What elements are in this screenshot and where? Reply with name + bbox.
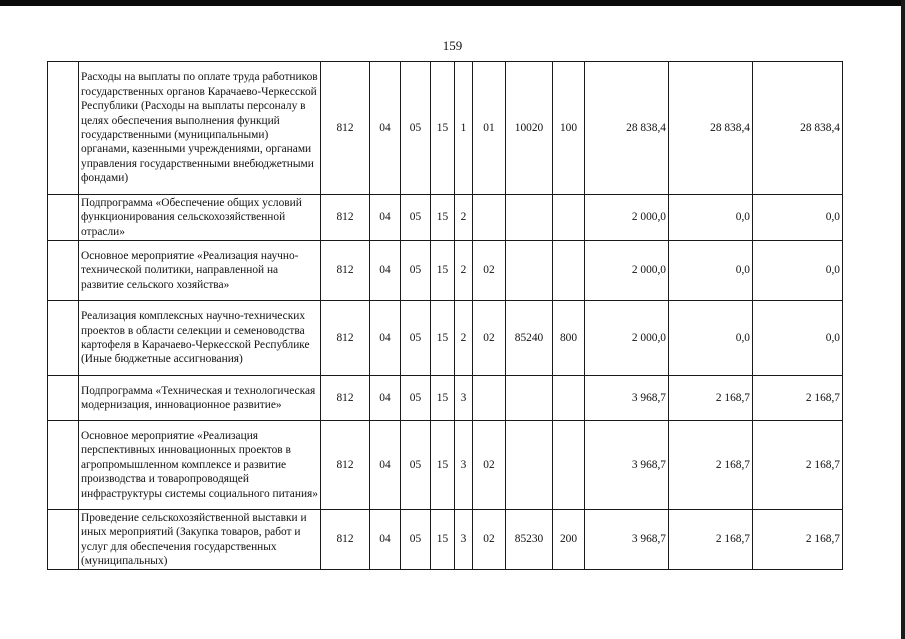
amount-cell: 3 968,7 [585, 510, 669, 570]
code-cell: 05 [401, 195, 431, 241]
amount-cell: 0,0 [669, 301, 753, 376]
blank-cell [48, 421, 79, 510]
amount-cell: 0,0 [753, 301, 843, 376]
amount-cell: 2 168,7 [753, 421, 843, 510]
code-cell: 05 [401, 301, 431, 376]
blank-cell [48, 510, 79, 570]
code-cell: 04 [370, 241, 401, 301]
amount-cell: 3 968,7 [585, 376, 669, 421]
code-cell: 05 [401, 421, 431, 510]
amount-cell: 0,0 [669, 241, 753, 301]
code-cell: 04 [370, 62, 401, 195]
code-cell: 15 [431, 62, 455, 195]
blank-cell [48, 376, 79, 421]
table-row [48, 62, 843, 195]
code-cell: 2 [455, 195, 473, 241]
code-cell: 05 [401, 241, 431, 301]
amount-cell: 28 838,4 [753, 62, 843, 195]
code-cell [473, 376, 506, 421]
row-name: Основное мероприятие «Реализация перспективных инновационных проектов в агропромышленном комплексе и развитие производства и товаропроводящей инфраструктуры системы социального питания» [79, 421, 321, 510]
code-cell: 04 [370, 376, 401, 421]
amount-cell: 3 968,7 [585, 421, 669, 510]
code-cell: 812 [321, 376, 370, 421]
row-name: Реализация комплексных научно-технических проектов в области селекции и семеноводства картофеля в Карачаево-Черкесской Республике (Иные бюджетные ассигнования) [79, 301, 321, 376]
table-row [48, 376, 843, 421]
table-row [48, 241, 843, 301]
code-cell: 04 [370, 510, 401, 570]
code-cell: 812 [321, 510, 370, 570]
code-cell [553, 421, 585, 510]
row-name: Основное мероприятие «Реализация научно-технической политики, направленной на развитие сельского хозяйства» [79, 241, 321, 301]
code-cell [506, 376, 553, 421]
code-cell: 05 [401, 510, 431, 570]
amount-cell: 2 000,0 [585, 301, 669, 376]
code-cell [553, 376, 585, 421]
row-name: Подпрограмма «Техническая и технологическая модернизация, инновационное развитие» [79, 376, 321, 421]
code-cell: 800 [553, 301, 585, 376]
code-cell: 812 [321, 241, 370, 301]
code-cell: 15 [431, 510, 455, 570]
code-cell: 02 [473, 241, 506, 301]
code-cell: 100 [553, 62, 585, 195]
code-cell: 85230 [506, 510, 553, 570]
code-cell: 812 [321, 421, 370, 510]
blank-cell [48, 241, 79, 301]
blank-cell [48, 195, 79, 241]
code-cell: 15 [431, 195, 455, 241]
code-cell: 04 [370, 195, 401, 241]
row-name: Подпрограмма «Обеспечение общих условий функционирования сельскохозяйственной отрасли» [79, 195, 321, 241]
code-cell: 15 [431, 376, 455, 421]
amount-cell: 28 838,4 [669, 62, 753, 195]
amount-cell: 0,0 [753, 241, 843, 301]
code-cell: 05 [401, 376, 431, 421]
code-cell: 812 [321, 195, 370, 241]
code-cell: 15 [431, 241, 455, 301]
code-cell: 812 [321, 301, 370, 376]
code-cell [473, 195, 506, 241]
code-cell: 3 [455, 421, 473, 510]
amount-cell: 2 000,0 [585, 195, 669, 241]
blank-cell [48, 62, 79, 195]
code-cell: 02 [473, 301, 506, 376]
code-cell: 04 [370, 421, 401, 510]
code-cell [553, 195, 585, 241]
code-cell: 2 [455, 301, 473, 376]
code-cell: 85240 [506, 301, 553, 376]
code-cell: 200 [553, 510, 585, 570]
code-cell: 812 [321, 62, 370, 195]
amount-cell: 2 168,7 [669, 376, 753, 421]
table-row [48, 421, 843, 510]
scan-border-right [901, 0, 905, 639]
code-cell [506, 421, 553, 510]
row-name: Расходы на выплаты по оплате труда работников государственных органов Карачаево-Черкесской Республики (Расходы на выплаты персоналу в целях обеспечения выполнения функций государственными (муниципальными) органами, казенными учреждениями, органами управления государственными внебюджетными фондами) [79, 62, 321, 195]
code-cell [506, 241, 553, 301]
code-cell [506, 195, 553, 241]
amount-cell: 0,0 [669, 195, 753, 241]
code-cell: 01 [473, 62, 506, 195]
budget-table [47, 61, 843, 570]
code-cell: 2 [455, 241, 473, 301]
table-row [48, 510, 843, 570]
blank-cell [48, 301, 79, 376]
amount-cell: 28 838,4 [585, 62, 669, 195]
row-name: Проведение сельскохозяйственной выставки и иных мероприятий (Закупка товаров, работ и услуг для обеспечения государственных (муниципальных) [79, 510, 321, 570]
code-cell: 15 [431, 301, 455, 376]
table-row [48, 195, 843, 241]
amount-cell: 2 168,7 [753, 510, 843, 570]
page-number: 159 [442, 38, 463, 53]
code-cell: 3 [455, 510, 473, 570]
code-cell: 02 [473, 421, 506, 510]
table-row [48, 301, 843, 376]
code-cell: 04 [370, 301, 401, 376]
code-cell: 1 [455, 62, 473, 195]
amount-cell: 0,0 [753, 195, 843, 241]
amount-cell: 2 168,7 [669, 510, 753, 570]
code-cell: 10020 [506, 62, 553, 195]
code-cell: 02 [473, 510, 506, 570]
amount-cell: 2 168,7 [753, 376, 843, 421]
scan-border-top [0, 0, 905, 6]
amount-cell: 2 168,7 [669, 421, 753, 510]
amount-cell: 2 000,0 [585, 241, 669, 301]
code-cell: 15 [431, 421, 455, 510]
code-cell: 05 [401, 62, 431, 195]
code-cell: 3 [455, 376, 473, 421]
code-cell [553, 241, 585, 301]
